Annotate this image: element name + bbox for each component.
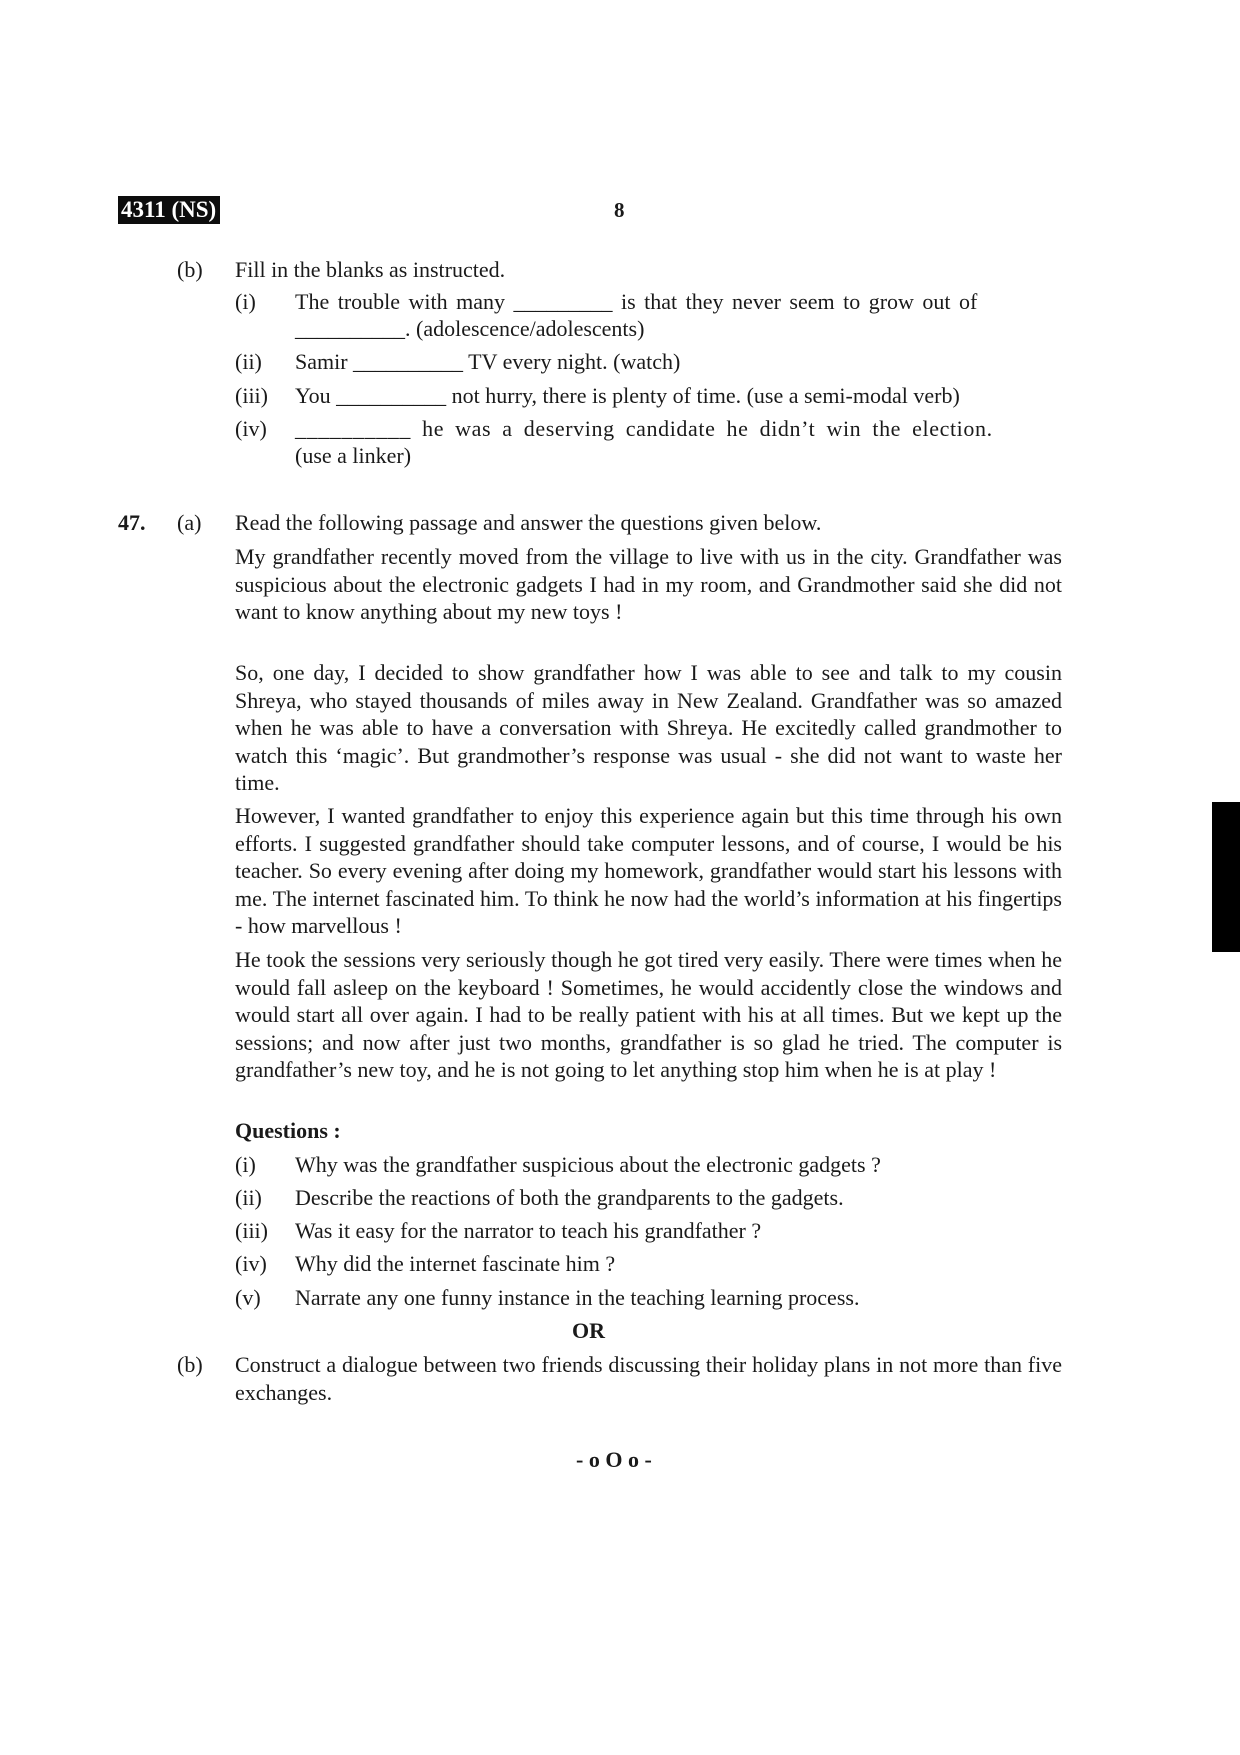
passage-paragraph-1: My grandfather recently moved from the village to live with us in the city. Grandfather was suspicious about the electronic gadgets I had in my room, and Grandmother said she did not want to know anything about my new toys !: [235, 544, 1062, 624]
passage-instruction: Read the following passage and answer the questions given below.: [235, 510, 822, 535]
item-ii-text: Samir __________ TV every night. (watch): [295, 349, 681, 374]
part-b-label-47: (b): [177, 1352, 203, 1377]
questions-heading: Questions :: [235, 1118, 341, 1143]
question-iii-text: Was it easy for the narrator to teach his grandfather ?: [295, 1218, 762, 1243]
item-i-line2: __________. (adolescence/adolescents): [295, 316, 645, 341]
item-iv-line2: (use a linker): [295, 443, 412, 468]
part-b-label: (b): [177, 257, 203, 282]
question-iv-number: (iv): [235, 1251, 267, 1276]
item-iii-number: (iii): [235, 383, 268, 408]
item-i-number: (i): [235, 289, 256, 314]
item-ii-number: (ii): [235, 349, 262, 374]
item-iii-text: You __________ not hurry, there is plenty of time. (use a semi-modal verb): [295, 383, 960, 408]
part-a-label: (a): [177, 510, 202, 535]
question-v-number: (v): [235, 1285, 261, 1310]
end-of-paper-mark: - o O o -: [576, 1447, 652, 1472]
question-i-number: (i): [235, 1152, 256, 1177]
fill-blanks-instruction: Fill in the blanks as instructed.: [235, 257, 506, 282]
passage-paragraph-4: He took the sessions very seriously though he got tired very easily. There were times when he would fall asleep on the keyboard ! Sometimes, he would accidently close the windows and would start all over again. I had to be really patient with his at all times. But we kept up the sessions; and now after just two months, grandfather is so glad he tried. The computer is grandfather’s new toy, and he is not going to let anything stop him when he is at play !: [235, 947, 1062, 1082]
item-iv-line1: __________ he was a deserving candidate he didn’t win the election.: [295, 416, 993, 441]
dialogue-question: Construct a dialogue between two friends discussing their holiday plans in not more than five exchanges.: [235, 1352, 1062, 1405]
question-iv-text: Why did the internet fascinate him ?: [295, 1251, 616, 1276]
page-edge-marker: [1212, 802, 1240, 952]
item-iv-number: (iv): [235, 416, 267, 441]
item-i-line1: The trouble with many _________ is that they never seem to grow out of: [295, 289, 978, 314]
question-ii-number: (ii): [235, 1185, 262, 1210]
question-v-text: Narrate any one funny instance in the teaching learning process.: [295, 1285, 860, 1310]
paper-code-badge: 4311 (NS): [118, 196, 220, 224]
page-number: 8: [614, 198, 625, 222]
question-47-number: 47.: [118, 510, 146, 535]
question-ii-text: Describe the reactions of both the grandparents to the gadgets.: [295, 1185, 844, 1210]
or-divider: OR: [572, 1318, 605, 1343]
passage-paragraph-3: However, I wanted grandfather to enjoy this experience again but this time through his own efforts. I suggested grandfather should take computer lessons, and of course, I would be his teacher. So every evening after doing my homework, grandfather would start his lessons with me. The internet fascinated him. To think he now had the world’s information at his fingertips - how marvellous !: [235, 803, 1062, 938]
question-i-text: Why was the grandfather suspicious about the electronic gadgets ?: [295, 1152, 881, 1177]
question-iii-number: (iii): [235, 1218, 268, 1243]
passage-paragraph-2: So, one day, I decided to show grandfather how I was able to see and talk to my cousin Shreya, who stayed thousands of miles away in New Zealand. Grandfather was so amazed when he was able to have a conversation with Shreya. He excitedly called grandmother to watch this ‘magic’. But grandmother’s response was usual - she did not want to waste her time.: [235, 660, 1062, 795]
